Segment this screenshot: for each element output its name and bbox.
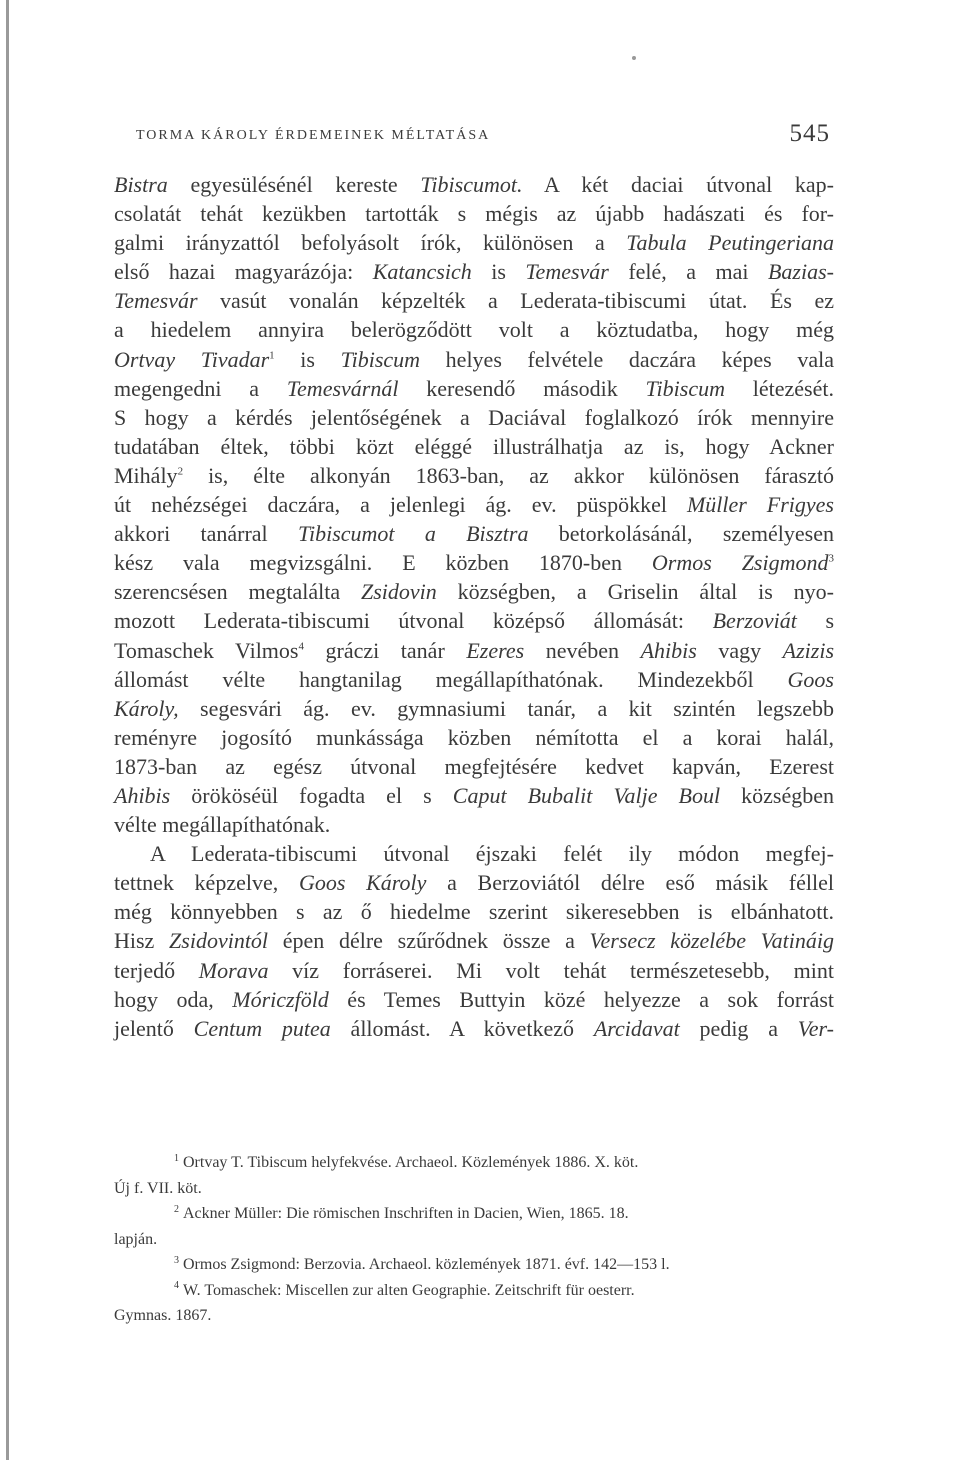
text-line xyxy=(114,1014,834,1043)
italic-text: Ortvay Tivadar xyxy=(114,346,270,372)
text-run: terjedő xyxy=(114,957,199,983)
text-line xyxy=(114,723,834,752)
text-run: tudatában éltek, többi közt eléggé illustrálhatja az is, hogy Ackner xyxy=(114,433,834,459)
italic-text: Arcidavat xyxy=(593,1015,680,1041)
footnote-line xyxy=(114,1252,834,1278)
text-run: betorkolásánál, személyesen xyxy=(528,521,834,547)
text-line xyxy=(114,665,834,694)
italic-text: Goos Károly xyxy=(298,870,427,896)
italic-text: Tibiscum xyxy=(645,375,725,401)
text-run: állomást vélte hangtanilag megállapíthatónak. Mindezekből xyxy=(114,666,788,692)
text-run: víz forráserei. Mi volt tehát természetesebb, mint xyxy=(268,957,834,983)
text-run: még könnyebben s az ő hiedelme szerint sikeresebben is elbánhatott. xyxy=(114,899,834,925)
text-line xyxy=(114,461,834,490)
footnote-text: Ortvay T. Tibiscum helyfekvése. Archaeol. Közlemények 1886. X. köt. xyxy=(183,1154,639,1171)
italic-text: Ahibis xyxy=(640,637,697,663)
text-run: épen délre szűrődnek össze a xyxy=(268,928,590,954)
text-run: út nehézségei daczára, a jelenlegi ág. ev. püspökkel xyxy=(114,492,687,518)
italic-text: Morava xyxy=(198,957,269,983)
italic-text: Azizis xyxy=(782,637,835,663)
text-run: segesvári ág. ev. gymnasiumi tanár, a kit szintén legszebb xyxy=(178,695,834,721)
text-run: szerencsésen megtalálta xyxy=(114,579,361,605)
text-run: galmi irányzattól befolyásolt írók, különösen a xyxy=(114,230,627,256)
text-run: gráczi tanár xyxy=(303,637,467,663)
text-line xyxy=(114,548,834,577)
italic-text: Versecz közelébe Vatináig xyxy=(589,928,834,954)
text-line xyxy=(114,374,834,403)
text-run: pedig a xyxy=(679,1015,798,1041)
text-run: a Berzoviától délre eső másik féllel xyxy=(426,870,835,896)
text-line xyxy=(114,432,834,461)
text-run: is, élte alkonyán 1863-ban, az akkor különösen fárasztó xyxy=(183,462,834,488)
text-line xyxy=(114,926,834,955)
text-run: is xyxy=(274,346,341,372)
text-run: S hogy a kérdés jelentőségének a Daciával foglalkozó írók mennyire xyxy=(114,404,834,430)
text-line xyxy=(114,897,834,926)
footnote-text: lapján. xyxy=(114,1230,158,1248)
footnote-ref: 3 xyxy=(828,552,834,565)
body-text xyxy=(114,170,834,1043)
text-line xyxy=(114,781,834,810)
italic-text: Zsidovintól xyxy=(169,928,269,954)
text-run: állomást. A következő xyxy=(330,1015,594,1041)
text-run: akkori tanárral xyxy=(114,521,298,547)
text-line xyxy=(114,345,834,374)
footnote-text: Ormos Zsigmond: Berzovia. Archaeol. közlemények 1871. évf. 142—153 l. xyxy=(183,1256,670,1273)
italic-text: Katancsich xyxy=(372,259,472,285)
italic-text: Temesvár xyxy=(525,259,609,285)
footnote-ref: 4 xyxy=(298,640,304,653)
italic-text: Berzoviát xyxy=(712,608,797,634)
text-run: csolatát tehát kezükben tartották s mégis az újabb hadászati és for- xyxy=(114,201,834,227)
text-run: hogy oda, xyxy=(114,986,233,1012)
footnotes xyxy=(114,1150,834,1329)
italic-text: Zsidovin xyxy=(361,579,437,605)
text-run: A Lederata-tibiscumi útvonal éjszaki felét ily módon megfej- xyxy=(150,841,834,867)
italic-text: Ver- xyxy=(797,1015,834,1041)
italic-text: Bistra xyxy=(114,172,168,197)
italic-text: Bazias- xyxy=(767,259,834,285)
text-run: egyesülésénél kereste xyxy=(167,172,421,197)
footnote-mark: 2 xyxy=(174,1203,179,1215)
text-run: örököséül fogadta el s xyxy=(170,782,453,808)
footnote-mark: 3 xyxy=(174,1254,179,1266)
footnote-text: W. Tomaschek: Miscellen zur alten Geographie. Zeitschrift für oesterr. xyxy=(183,1281,635,1299)
footnote-line xyxy=(114,1278,834,1304)
italic-text: Tibiscumot. xyxy=(420,172,523,197)
text-run: Mihály xyxy=(114,462,178,488)
italic-text: Károly, xyxy=(114,695,179,721)
text-line xyxy=(114,228,834,257)
page-header xyxy=(132,118,830,150)
italic-text: Temesvárnál xyxy=(286,375,399,401)
italic-text: Tibiscum xyxy=(340,346,421,372)
text-run: felé, a mai xyxy=(608,259,768,285)
footnote-line xyxy=(114,1303,834,1329)
footnote-mark: 4 xyxy=(174,1280,179,1292)
text-run: mozott Lederata-tibiscumi útvonal középső állomását: xyxy=(114,608,713,634)
italic-text: Ezeres xyxy=(466,637,525,663)
text-run: tettnek képzelve, xyxy=(114,870,299,896)
footnote-ref: 1 xyxy=(269,349,275,362)
text-line xyxy=(114,403,834,432)
text-line xyxy=(114,170,834,199)
italic-text: Müller Frigyes xyxy=(686,492,834,518)
footnote-line xyxy=(114,1150,834,1176)
text-run: létezését. xyxy=(724,375,834,401)
text-line xyxy=(114,956,834,985)
text-run: A két daciai útvonal kap- xyxy=(522,172,834,197)
italic-text: Tabula Peutingeriana xyxy=(626,230,834,256)
text-run: reményre jogosító munkássága közben némította el a korai halál, xyxy=(114,724,834,750)
ink-speck xyxy=(632,56,636,60)
text-line xyxy=(114,752,834,781)
italic-text: Caput Bubalit Valje Boul xyxy=(452,782,721,808)
text-run: Hisz xyxy=(114,928,170,954)
italic-text: Goos xyxy=(787,666,834,692)
page-number: 545 xyxy=(789,120,830,147)
text-run: kész vala megvizsgálni. E közben 1870-ben xyxy=(114,550,652,576)
text-line xyxy=(114,577,834,606)
text-run: községben xyxy=(720,782,835,808)
text-run: jelentő xyxy=(114,1015,194,1041)
text-line xyxy=(114,810,834,839)
text-run: nevében xyxy=(524,637,641,663)
italic-text: Centum putea xyxy=(193,1015,331,1041)
footnote-text: Gymnas. 1867. xyxy=(114,1307,212,1324)
italic-text: Móriczföld xyxy=(232,986,329,1012)
text-run: községben, a Griselin által is nyo- xyxy=(436,579,834,605)
text-line xyxy=(114,868,834,897)
italic-text: Ahibis xyxy=(114,782,171,808)
italic-text: Ormos Zsigmond xyxy=(651,550,829,576)
text-run: vagy xyxy=(696,637,783,663)
footnote-line xyxy=(114,1227,834,1253)
text-run: helyes felvétele daczára képes vala xyxy=(420,346,834,372)
text-run: megengedni a xyxy=(114,375,287,401)
text-line xyxy=(114,519,834,548)
text-line xyxy=(114,606,834,635)
text-run: keresendő második xyxy=(398,375,646,401)
footnote-text: Új f. VII. köt. xyxy=(114,1179,202,1197)
italic-text: Tibiscumot a Bisztra xyxy=(297,521,529,547)
footnote-line xyxy=(114,1201,834,1227)
text-line xyxy=(114,257,834,286)
text-line xyxy=(114,694,834,723)
footnote-text: Ackner Müller: Die römischen Inschriften in Dacien, Wien, 1865. 18. xyxy=(183,1205,629,1222)
text-run: vélte megállapíthatónak. xyxy=(114,812,331,838)
text-run: Tomaschek Vilmos xyxy=(114,637,299,663)
text-line xyxy=(114,839,834,868)
italic-text: Temesvár xyxy=(114,288,198,314)
text-line xyxy=(114,985,834,1014)
running-title: TORMA KÁROLY ÉRDEMEINEK MÉLTATÁSA xyxy=(136,128,491,143)
footnote-line xyxy=(114,1176,834,1202)
text-line xyxy=(114,636,834,665)
text-line xyxy=(114,490,834,519)
text-line xyxy=(114,315,834,344)
text-run: s xyxy=(796,608,835,634)
text-run: a hiedelem annyira belerögződött volt a köztudatba, hogy még xyxy=(114,317,834,343)
text-line xyxy=(114,199,834,228)
footnote-mark: 1 xyxy=(174,1152,179,1164)
text-run: és Temes Buttyin közé helyezze a sok forrást xyxy=(328,986,834,1012)
footnote-ref: 2 xyxy=(177,465,184,478)
text-run: első hazai magyarázója: xyxy=(114,259,373,285)
text-run: 1873-ban az egész útvonal megfejtésére kedvet kapván, Ezerest xyxy=(114,753,834,779)
text-line xyxy=(114,286,834,315)
text-run: is xyxy=(471,259,526,285)
page-edge xyxy=(6,0,9,1460)
text-run: vasút vonalán képzelték a Lederata-tibiscumi útat. És ez xyxy=(197,288,834,314)
